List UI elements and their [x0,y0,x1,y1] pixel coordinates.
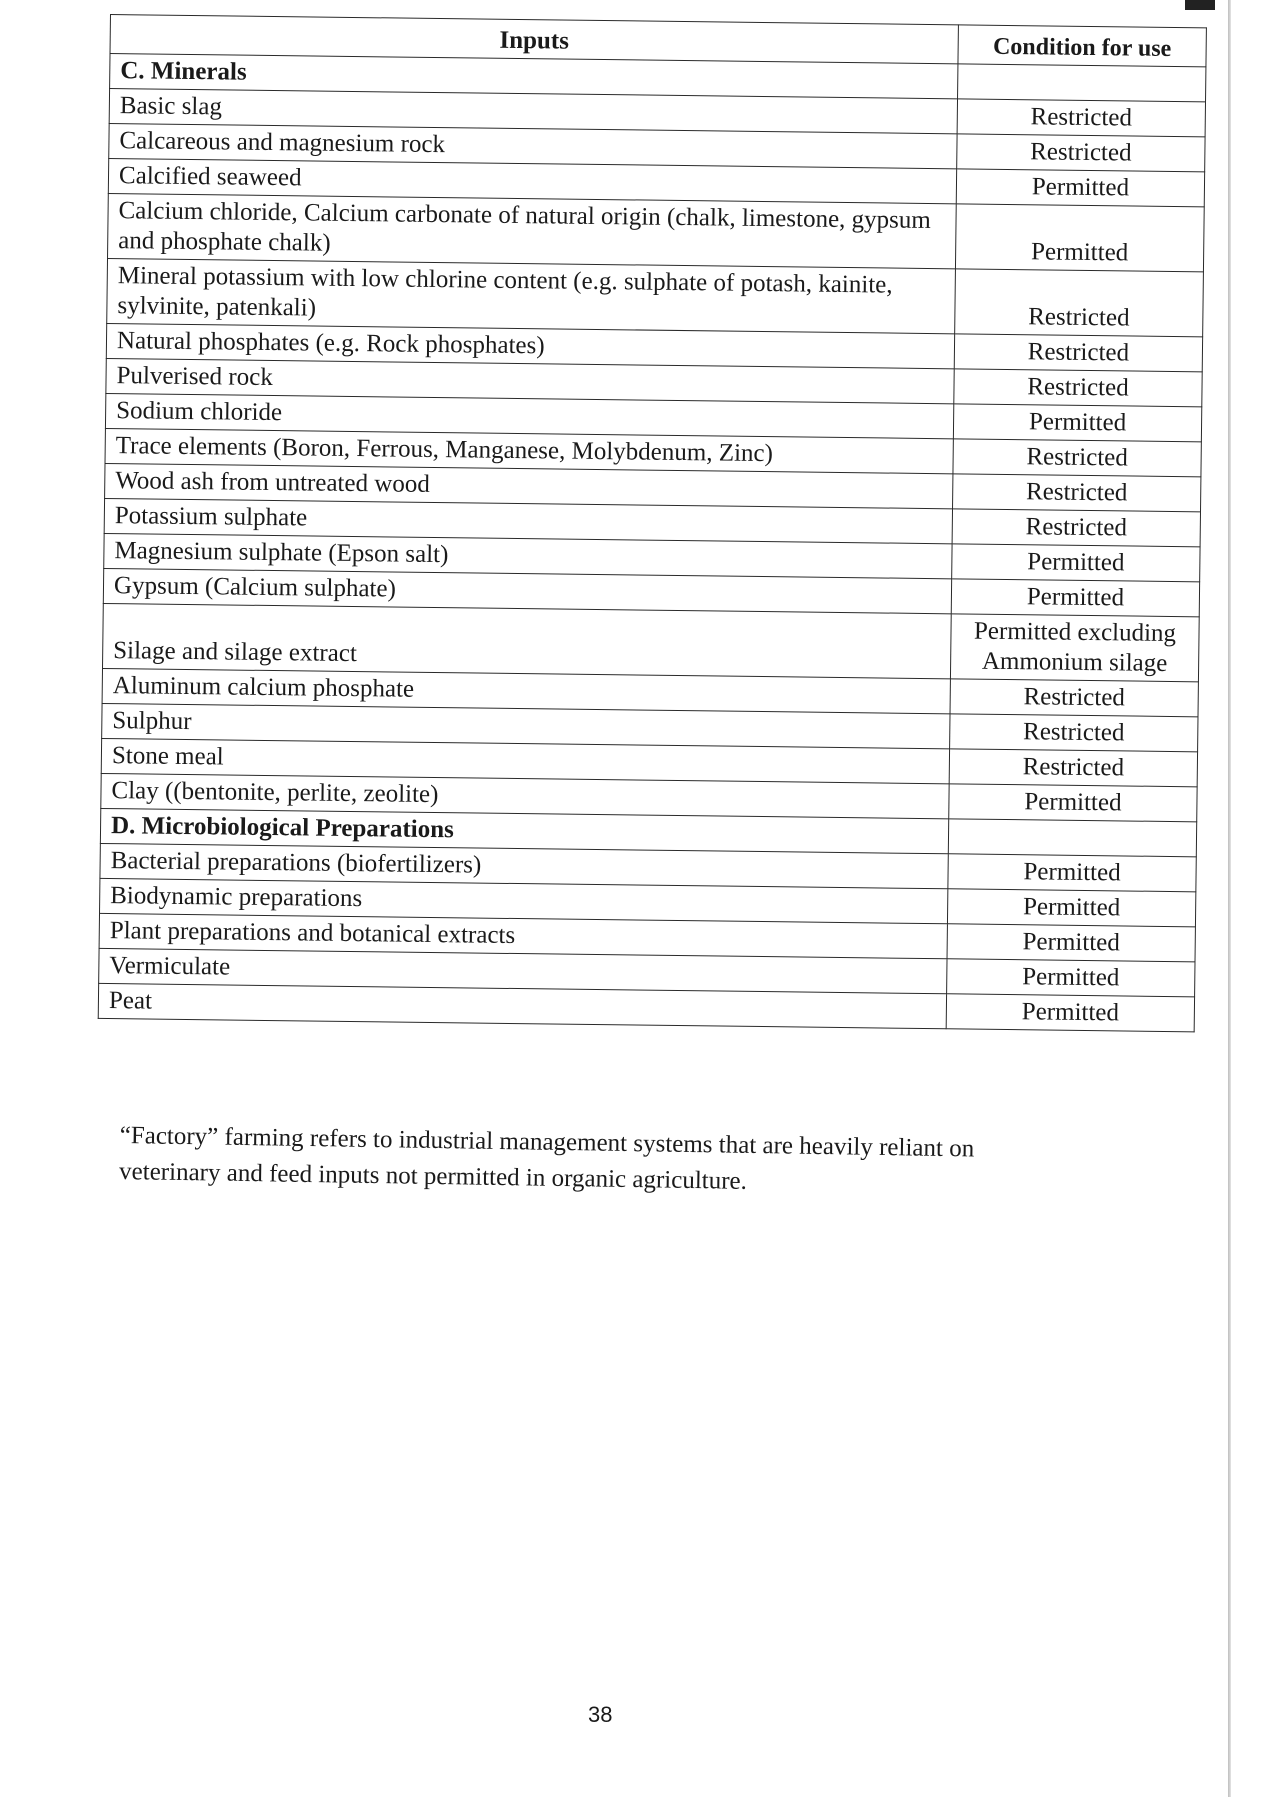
page-edge [1228,0,1231,1797]
input-cell: Calcium chloride, Calcium carbonate of natural origin (chalk, limestone, gypsum and phosphate chalk) [108,193,957,268]
page-edge-shadow [1185,0,1215,10]
input-cell: Wood ash from untreated wood [105,463,953,508]
condition-cell: Restricted [953,474,1201,512]
input-cell: Stone meal [101,738,949,783]
input-cell: Sodium chloride [105,393,953,438]
condition-cell: Permitted [955,204,1204,272]
input-cell: Biodynamic preparations [100,878,948,923]
input-cell: Bacterial preparations (biofertilizers) [100,843,948,888]
document-body [98,14,1206,1032]
input-cell: Mineral potassium with low chlorine content (e.g. sulphate of potash, kainite, sylvinite, patenkali) [107,258,956,333]
input-cell: Potassium sulphate [104,498,952,543]
condition-cell: Permitted [952,544,1200,582]
input-cell: Gypsum (Calcium sulphate) [103,568,951,613]
condition-cell: Restricted [952,509,1200,547]
condition-cell: Restricted [954,369,1202,407]
condition-cell: Permitted [946,994,1194,1032]
condition-cell: Restricted [955,269,1204,337]
input-cell: Natural phosphates (e.g. Rock phosphates) [106,323,954,368]
footnote: “Factory” farming refers to industrial management systems that are heavily reliant on veterinary and feed inputs not permitted in organic agriculture. [118,1121,975,1195]
input-cell: Sulphur [102,703,950,748]
input-cell: Calcified seaweed [108,158,956,203]
condition-cell: Restricted [950,714,1198,752]
condition-cell: Restricted [950,679,1198,717]
page-number: 38 [588,1702,613,1727]
input-cell: Aluminum calcium phosphate [102,668,950,713]
input-cell: Calcareous and magnesium rock [109,123,957,168]
condition-cell: Permitted [947,889,1195,927]
condition-cell: Permitted [953,404,1201,442]
condition-cell: Restricted [949,749,1197,787]
section-heading: D. Microbiological Preparations [100,808,948,853]
input-cell: Vermiculate [99,948,947,993]
condition-cell [958,64,1206,102]
header-condition: Condition for use [958,25,1206,67]
input-cell: Magnesium sulphate (Epson salt) [104,533,952,578]
input-cell: Trace elements (Boron, Ferrous, Manganese, Molybdenum, Zinc) [105,428,953,473]
condition-cell: Restricted [954,334,1202,372]
condition-cell: Permitted [951,579,1199,617]
condition-cell: Restricted [957,99,1205,137]
condition-cell: Permitted excluding Ammonium silage [950,614,1199,682]
input-cell: Plant preparations and botanical extracts [99,913,947,958]
input-cell: Basic slag [109,89,957,134]
condition-cell: Permitted [947,959,1195,997]
section-heading: C. Minerals [110,54,958,99]
condition-cell: Restricted [957,134,1205,172]
condition-cell: Permitted [956,169,1204,207]
input-cell: Silage and silage extract [103,603,952,678]
inputs-table [98,14,1207,1032]
input-cell: Clay ((bentonite, perlite, zeolite) [101,773,949,818]
condition-cell [948,819,1196,857]
condition-cell: Permitted [947,924,1195,962]
input-cell: Pulverised rock [106,358,954,403]
input-cell: Peat [98,983,946,1028]
table-body [98,54,1206,1032]
condition-cell: Permitted [949,784,1197,822]
header-inputs: Inputs [110,15,958,64]
condition-cell: Permitted [948,854,1196,892]
condition-cell: Restricted [953,439,1201,477]
